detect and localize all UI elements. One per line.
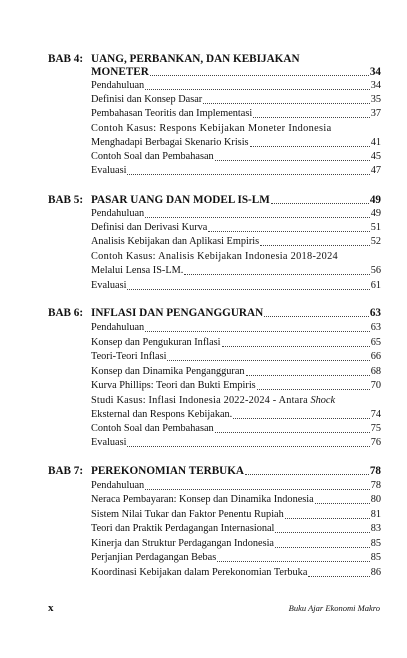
page-number: 78	[369, 465, 381, 477]
page-number: 78	[370, 480, 381, 491]
dot-leader	[275, 537, 370, 548]
chapter-title-text: PASAR UANG DAN MODEL IS-LM	[91, 194, 270, 206]
page-number: 37	[370, 108, 381, 119]
toc-entry[interactable]	[91, 164, 381, 178]
entry-title: Koordinasi Kebijakan dalam Perekonomian Terbuka	[91, 567, 308, 578]
toc-entry[interactable]	[91, 93, 381, 107]
dot-leader	[145, 321, 370, 332]
dot-leader	[275, 522, 369, 533]
page-number: 80	[370, 494, 381, 505]
entry-title: Evaluasi	[91, 165, 127, 176]
entry-title: Studi Kasus: Inflasi Indonesia 2022-2024 - Antara	[91, 395, 308, 406]
toc-entry-multiline[interactable]	[91, 122, 381, 136]
page-number: 83	[370, 523, 381, 534]
toc-entry[interactable]	[91, 207, 381, 221]
entry-title: Evaluasi	[91, 437, 127, 448]
page-number: 66	[370, 351, 381, 362]
entry-title: Eksternal dan Respons Kebijakan.	[91, 409, 233, 420]
entry-title: Evaluasi	[91, 280, 127, 291]
dot-leader	[257, 379, 370, 390]
chapter-title-text: MONETER	[91, 66, 149, 78]
entry-title: Pendahuluan	[91, 208, 145, 219]
page-number: 52	[370, 236, 381, 247]
page-number: 86	[370, 567, 381, 578]
dot-leader	[145, 79, 370, 90]
page-number: 74	[370, 409, 381, 420]
toc-entry[interactable]	[91, 79, 381, 93]
entry-title: Contoh Soal dan Pembahasan	[91, 151, 214, 162]
toc-entry[interactable]	[91, 321, 381, 335]
toc-entry[interactable]	[91, 551, 381, 565]
toc-entry[interactable]	[91, 422, 381, 436]
entry-title-italic: Shock	[310, 395, 336, 406]
entry-title: Melalui Lensa IS-LM.	[91, 265, 184, 276]
toc-entry[interactable]	[91, 336, 381, 350]
dot-leader	[308, 566, 369, 577]
toc-entry-continued[interactable]	[91, 136, 381, 150]
entry-title: Analisis Kebijakan dan Aplikasi Empiris	[91, 236, 260, 247]
dot-leader	[315, 493, 370, 504]
footer-page-number: x	[48, 602, 54, 614]
entry-title: Perjanjian Perdagangan Bebas	[91, 552, 217, 563]
dot-leader	[150, 65, 369, 76]
entry-title: Kurva Phillips: Teori dan Bukti Empiris	[91, 380, 256, 391]
entry-title: Kinerja dan Struktur Perdagangan Indonesia	[91, 538, 275, 549]
entry-title: Teori-Teori Inflasi	[91, 351, 167, 362]
chapter-title[interactable]	[91, 306, 381, 320]
toc-entry[interactable]	[91, 479, 381, 493]
entry-title: Contoh Soal dan Pembahasan	[91, 423, 214, 434]
page-number: 51	[370, 222, 381, 233]
page-number: 65	[370, 337, 381, 348]
entry-title: Pendahuluan	[91, 480, 145, 491]
dot-leader	[215, 422, 370, 433]
dot-leader	[285, 508, 370, 519]
toc-entry[interactable]	[91, 493, 381, 507]
dot-leader	[215, 150, 370, 161]
toc-entry[interactable]	[91, 221, 381, 235]
toc-entry-continued[interactable]	[91, 408, 381, 422]
dot-leader	[264, 306, 369, 317]
page-number: 49	[369, 194, 381, 206]
chapter-number: BAB 5:	[48, 194, 84, 206]
dot-leader	[250, 136, 370, 147]
page-number: 85	[370, 538, 381, 549]
chapter-title-continued[interactable]	[91, 65, 381, 79]
chapter-title	[91, 52, 381, 66]
chapter-number: BAB 4:	[48, 53, 84, 65]
entry-title: Pendahuluan	[91, 80, 145, 91]
entry-title: Neraca Pembayaran: Konsep dan Dinamika Indonesia	[91, 494, 314, 505]
page-number: 68	[370, 366, 381, 377]
page-number: 45	[370, 151, 381, 162]
page-number: 56	[370, 265, 381, 276]
footer-book-title: Buku Ajar Ekonomi Makro	[288, 603, 380, 613]
dot-leader	[203, 93, 369, 104]
dot-leader	[222, 336, 370, 347]
page-number: 49	[370, 208, 381, 219]
chapter-title-text: UANG, PERBANKAN, DAN KEBIJAKAN	[91, 53, 300, 65]
dot-leader	[245, 464, 369, 475]
dot-leader	[246, 365, 370, 376]
toc-entry[interactable]	[91, 365, 381, 379]
dot-leader	[145, 479, 370, 490]
dot-leader	[127, 164, 369, 175]
chapter-title-text: INFLASI DAN PENGANGGURAN	[91, 307, 264, 319]
toc-entry[interactable]	[91, 107, 381, 121]
toc-entry[interactable]	[91, 508, 381, 522]
page-number: 76	[370, 437, 381, 448]
entry-title: Konsep dan Pengukuran Inflasi	[91, 337, 221, 348]
page-number: 34	[369, 66, 381, 78]
chapter-number: BAB 6:	[48, 307, 84, 319]
toc-entry[interactable]	[91, 566, 381, 580]
toc-entry[interactable]	[91, 235, 381, 249]
toc-entry[interactable]	[91, 279, 381, 293]
page-number: 41	[370, 137, 381, 148]
page-number: 47	[370, 165, 381, 176]
entry-title: Contoh Kasus: Analisis Kebijakan Indonesia 2018-2024	[91, 251, 338, 262]
chapter-number: BAB 7:	[48, 465, 84, 477]
page-number: 61	[370, 280, 381, 291]
page-number: 63	[370, 322, 381, 333]
entry-title: Definisi dan Derivasi Kurva	[91, 222, 208, 233]
entry-title: Contoh Kasus: Respons Kebijakan Moneter Indonesia	[91, 123, 332, 134]
dot-leader	[271, 193, 369, 204]
entry-title: Sistem Nilai Tukar dan Faktor Penentu Rupiah	[91, 509, 284, 520]
toc-entry[interactable]	[91, 436, 381, 450]
page-number: 63	[369, 307, 381, 319]
page-number: 35	[370, 94, 381, 105]
entry-title: Pendahuluan	[91, 322, 145, 333]
entry-title: Menghadapi Berbagai Skenario Krisis	[91, 137, 249, 148]
page-number: 70	[370, 380, 381, 391]
toc-entry[interactable]	[91, 150, 381, 164]
entry-title: Teori dan Praktik Perdagangan Internasional	[91, 523, 275, 534]
chapter-title[interactable]	[91, 193, 381, 207]
dot-leader	[184, 264, 369, 275]
dot-leader	[127, 436, 369, 447]
dot-leader	[233, 408, 369, 419]
dot-leader	[253, 107, 369, 118]
toc-entry-multiline[interactable]	[91, 250, 381, 264]
entry-title: Definisi dan Konsep Dasar	[91, 94, 203, 105]
page-number: 85	[370, 552, 381, 563]
page-number: 34	[370, 80, 381, 91]
toc-entry-continued[interactable]	[91, 264, 381, 278]
dot-leader	[145, 207, 370, 218]
dot-leader	[167, 350, 369, 361]
toc-entry[interactable]	[91, 522, 381, 536]
toc-entry[interactable]	[91, 350, 381, 364]
entry-title: Pembahasan Teoritis dan Implementasi	[91, 108, 253, 119]
dot-leader	[260, 235, 370, 246]
toc-entry-multiline[interactable]	[91, 394, 381, 408]
page-number: 75	[370, 423, 381, 434]
chapter-title[interactable]	[91, 464, 381, 478]
entry-title: Konsep dan Dinamika Pengangguran	[91, 366, 245, 377]
dot-leader	[217, 551, 369, 562]
dot-leader	[127, 279, 369, 290]
chapter-title-text: PEREKONOMIAN TERBUKA	[91, 465, 245, 477]
toc-entry[interactable]	[91, 537, 381, 551]
toc-entry[interactable]	[91, 379, 381, 393]
page-number: 81	[370, 509, 381, 520]
dot-leader	[208, 221, 369, 232]
